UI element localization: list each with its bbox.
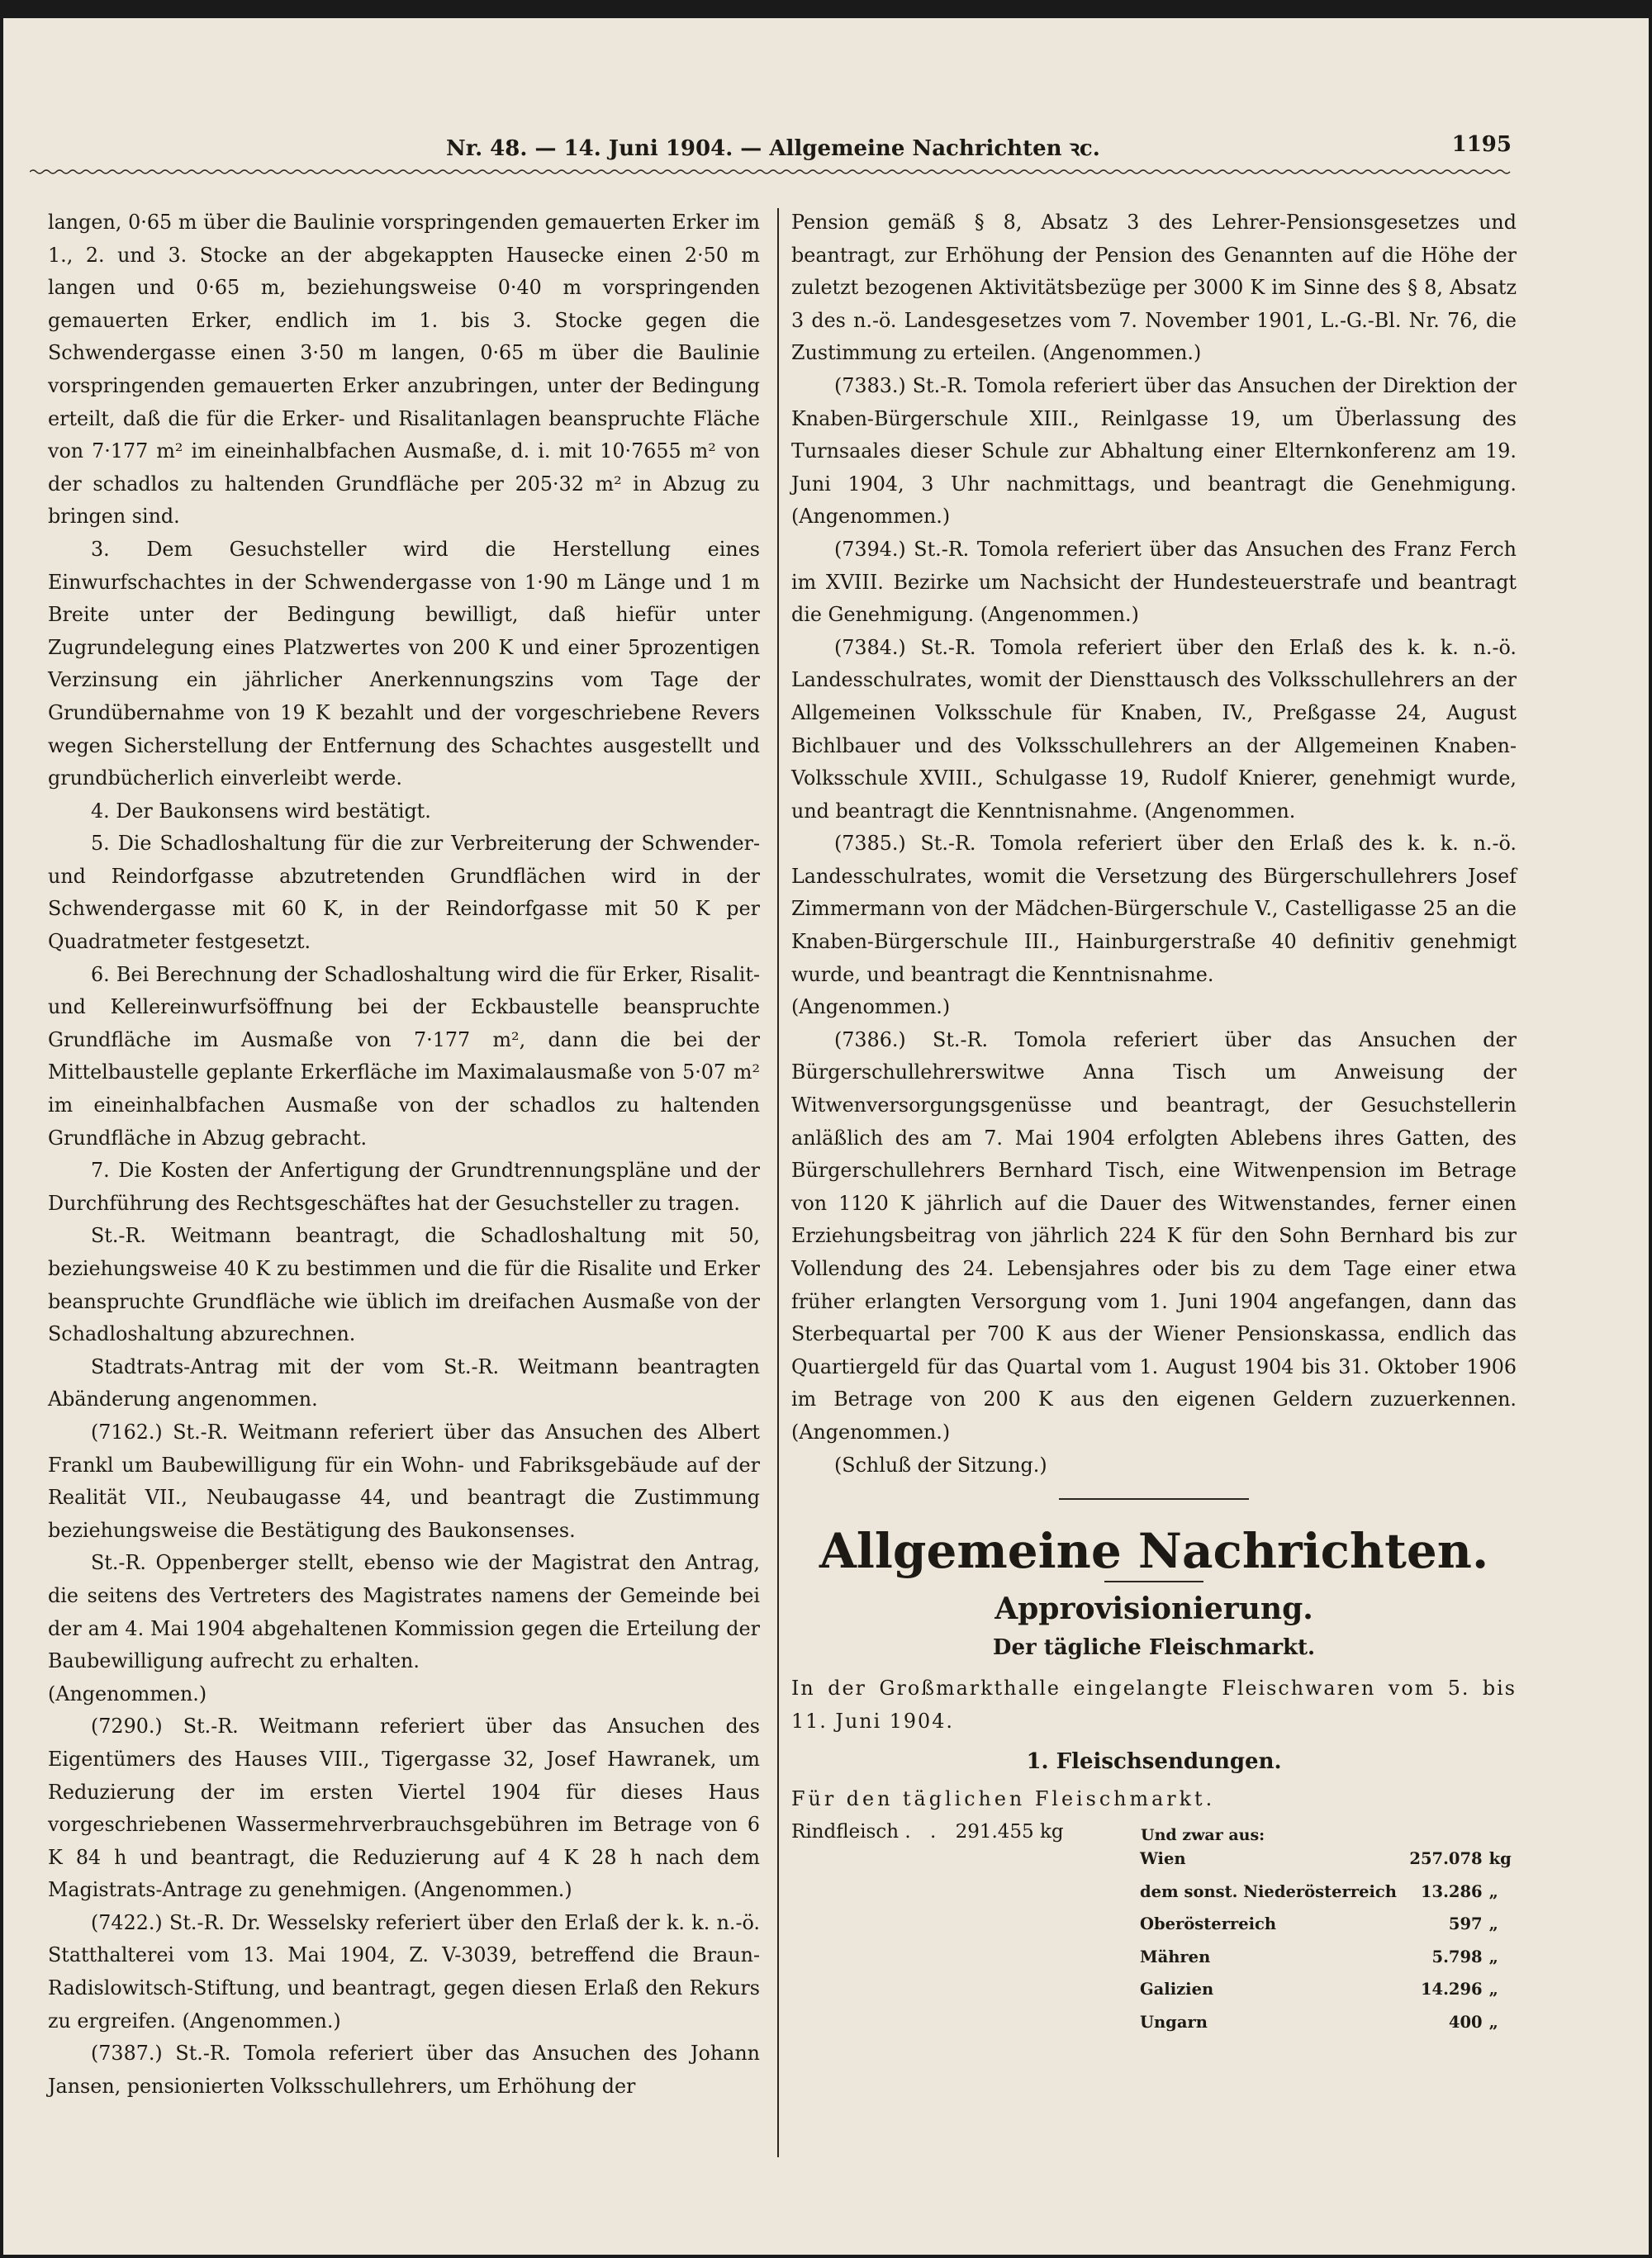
news-title: Allgemeine Nachrichten. bbox=[819, 1523, 1489, 1580]
paragraph: (7394.) St.-R. Tomola referiert über das Ansuchen des Franz Ferch im XVIII. Bezirke um Nachsicht der Hundesteuerstrafe und beantragt die Genehmigung. (Angenommen.) bbox=[791, 537, 1517, 627]
header-wavy-rule bbox=[30, 168, 1513, 175]
origin-label: Und zwar aus: bbox=[1141, 1825, 1265, 1844]
paragraph: (7290.) St.-R. Weitmann referiert über das Ansuchen des Eigentümers des Hauses VIII., Tigergasse 32, Josef Hawranek, um Reduzierung der im ersten Viertel 1904 für dieses Haus vorgeschriebenen Wassermehrverbrauchsgebühren im Betrage von 6 K 84 h und beantragt, die Reduzierung auf 4 K 28 h nach dem Magistrats-Antrage zu genehmigen. (Angenommen.) bbox=[48, 1715, 760, 1902]
origin-value: 597 bbox=[1448, 1914, 1483, 1934]
dot-leader: . . bbox=[904, 1820, 956, 1843]
paragraph: Pension gemäß § 8, Absatz 3 des Lehrer-Pensionsgesetzes und beantragt, zur Erhöhung der Pension des Genannten auf die Höhe der zuletzt bezogenen Aktivitätsbezüge per 3000 K im Sinne des § 8, Absatz 3 des n.-ö. Landesgesetzes vom 7. November 1901, L.-G.-Bl. Nr. 76, die Zustimmung zu erteilen. (Angenommen.) bbox=[791, 211, 1517, 365]
news-subtitle: Approvisionierung. bbox=[995, 1592, 1313, 1627]
paragraph: langen, 0·65 m über die Baulinie vorspringenden gemauerten Erker im 1., 2. und 3. Stocke an der abgekappten Hausecke einen 2·50 m langen und 0·65 m, beziehungsweise 0·40 m vorspringenden gemauerten Erker, endlich im 1. bis 3. Stocke gegen die Schwendergasse einen 3·50 m langen, 0·65 m über die Baulinie vorspringenden gemauerten Erker anzubringen, unter der Bedingung erteilt, daß die für die Erker- und Risalitanlagen beanspruchte Fläche von 7·177 m² im eineinhalbfachen Ausmaße, d. i. mit 10·7655 m² von der schadlos zu haltenden Grundfläche per 205·32 m² in Abzug zu bringen sind. bbox=[48, 211, 760, 529]
paragraph: (7385.) St.-R. Tomola referiert über den Erlaß des k. k. n.-ö. Landesschulrates, womit die Versetzung des Bürgerschullehrers Josef Zimmermann von der Mädchen-Bürgerschule V., Castelligasse 25 an die Knaben-Bürgerschule III., Hainburgerstraße 40 definitiv genehmigt wurde, und beantragt die Kenntnisnahme. bbox=[791, 832, 1517, 986]
page-header bbox=[446, 132, 1512, 172]
daily-heading: Für den täglichen Fleischmarkt. bbox=[791, 1787, 1216, 1811]
origin-unit: „ bbox=[1488, 2012, 1498, 2032]
paragraph: 7. Die Kosten der Anfertigung der Grundtrennungspläne und der Durchführung des Rechtsgeschäftes hat der Gesuchsteller zu tragen. bbox=[48, 1159, 760, 1215]
origin-value: 5.798 bbox=[1431, 1947, 1483, 1966]
origin-value: 257.078 bbox=[1409, 1848, 1483, 1868]
paragraph: (7422.) St.-R. Dr. Wesselsky referiert über den Erlaß der k. k. n.-ö. Statthalterei vom 13. Mai 1904, Z. V-3039, betreffend die Braun-Radislowitsch-Stiftung, und beantragt, gegen diesen Erlaß den Rekurs zu ergreifen. (Angenommen.) bbox=[48, 1910, 760, 2033]
paragraph: (7384.) St.-R. Tomola referiert über den Erlaß des k. k. n.-ö. Landesschulrates, womit der Diensttausch des Volksschullehrers an der Allgemeinen Volksschule für Knaben, IV., Preßgasse 24, August Bichlbauer und des Volksschullehrers an der Allgemeinen Knaben-Volksschule XVIII., Schulgasse 19, Rudolf Knierer, genehmigt wurde, und beantragt die Kenntnisnahme. (Angenommen. bbox=[791, 635, 1517, 823]
origin-unit: „ bbox=[1488, 1980, 1498, 1999]
paragraph: 3. Dem Gesuchsteller wird die Herstellung eines Einwurfschachtes in der Schwendergasse von 1·90 m Länge und 1 m Breite unter der Bedingung bewilligt, daß hiefür unter Zugrundelegung eines Platzwertes von 200 K und einer 5prozentigen Verzinsung ein jährlicher Anerkennungszins vom Tage der Grundübernahme von 19 K bezahlt und der vorgeschriebene Revers wegen Sicherstellung der Entfernung des Schachtes ausgestellt und grundbücherlich einverleibt werde. bbox=[48, 537, 760, 790]
table-row bbox=[1140, 1876, 1517, 1909]
paragraph: (7386.) St.-R. Tomola referiert über das Ansuchen der Bürgerschullehrerswitwe Anna Tisch um Anweisung der Witwenversorgungsgenüsse und beantragt, der Gesuchstellerin anläßlich des am 7. Mai 1904 erfolgten Ablebens ihres Gatten, des Bürgerschullehrers Bernhard Tisch, eine Witwenpension im Betrage von 1120 K jährlich auf die Dauer des Witwenstandes, ferner einen Erziehungsbeitrag von jährlich 224 K für den Sohn Bernhard bis zur Vollendung des 24. Lebensjahres oder bis zu dem Tage einer etwa früher erlangten Versorgung vom 1. Juni 1904 angefangen, dann das Sterbequartal per 700 K aus der Wiener Pensionskassa, endlich das Quartiergeld für das Quartal vom 1. August 1904 bis 31. Oktober 1906 im Betrage von 200 K aus den eigenen Geldern zuzuerkennen. (Angenommen.) bbox=[791, 1027, 1517, 1444]
vote-result: (Angenommen.) bbox=[48, 1682, 207, 1705]
origin-name: Mähren bbox=[1140, 1947, 1211, 1966]
origin-value: 400 bbox=[1448, 2012, 1483, 2032]
paragraph: 4. Der Baukonsens wird bestätigt. bbox=[91, 799, 431, 823]
session-end: (Schluß der Sitzung.) bbox=[834, 1453, 1047, 1477]
beef-total: 291.455 kg bbox=[955, 1820, 1064, 1843]
paragraph: (7387.) St.-R. Tomola referiert über das Ansuchen des Johann Jansen, pensionierten Volksschullehrers, um Erhöhung der bbox=[48, 2042, 760, 2098]
paragraph: (7383.) St.-R. Tomola referiert über das Ansuchen der Direktion der Knaben-Bürgerschule XIII., Reinlgasse 19, um Überlassung des Turnsaales dieser Schule zur Abhaltung einer Elternkonferenz am 19. Juni 1904, 3 Uhr nachmittags, und beantragt die Genehmigung. (Angenommen.) bbox=[791, 373, 1517, 529]
beef-total-row bbox=[791, 1816, 1064, 1849]
paragraph: 6. Bei Berechnung der Schadloshaltung wird die für Erker, Risalit- und Kellereinwurfsöffnung bei der Eckbaustelle beanspruchte Grundfläche im Ausmaße von 7·177 m², dann die bei der Mittelbaustelle geplante Erkerfläche im Maximalausmaße von 5·07 m² im eineinhalbfachen Ausmaße von der schadlos zu haltenden Grundfläche in Abzug gebracht. bbox=[48, 962, 760, 1150]
origin-value: 13.286 bbox=[1420, 1881, 1483, 1901]
title-rule bbox=[1104, 1581, 1203, 1582]
table-row bbox=[1140, 2006, 1517, 2039]
origin-unit: „ bbox=[1488, 1947, 1498, 1966]
origin-unit: „ bbox=[1488, 1881, 1498, 1901]
vote-result: (Angenommen.) bbox=[791, 995, 951, 1019]
origin-name: Galizien bbox=[1140, 1980, 1214, 1999]
column-divider bbox=[777, 208, 779, 2157]
paragraph: (7162.) St.-R. Weitmann referiert über das Ansuchen des Albert Frankl um Baubewilligung für ein Wohn- und Fabriksgebäude auf der Realität VII., Neubaugasse 44, und beantragt die Zustimmung beziehungsweise die Bestätigung des Baukonsenses. bbox=[48, 1420, 760, 1542]
page-number: 1195 bbox=[1451, 132, 1512, 157]
right-column bbox=[791, 206, 1517, 2032]
origin-name: dem sonst. Niederösterreich bbox=[1140, 1881, 1397, 1901]
section-rule bbox=[1059, 1498, 1249, 1500]
table-row bbox=[1140, 1941, 1517, 1974]
origin-value: 14.296 bbox=[1420, 1980, 1483, 1999]
paragraph: 5. Die Schadloshaltung für die zur Verbreiterung der Schwender- und Reindorfgasse abzutretenden Grundflächen wird in der Schwendergasse mit 60 K, in der Reindorfgasse mit 50 K per Quadratmeter festgesetzt. bbox=[48, 832, 760, 954]
left-column bbox=[48, 206, 760, 2103]
table-row bbox=[1140, 1843, 1517, 1876]
paragraph: St.-R. Weitmann beantragt, die Schadloshaltung mit 50, beziehungsweise 40 K zu bestimmen und die für die Risalite und Erker beanspruchte Grundfläche wie üblich im dreifachen Ausmaße von der Schadloshaltung abzurechnen. bbox=[48, 1224, 760, 1346]
origin-unit: „ bbox=[1488, 1914, 1498, 1934]
paragraph: Stadtrats-Antrag mit der vom St.-R. Weitmann beantragten Abänderung angenommen. bbox=[48, 1354, 760, 1411]
origin-name: Wien bbox=[1140, 1848, 1186, 1868]
origin-unit: kg bbox=[1488, 1848, 1512, 1868]
origin-name: Oberösterreich bbox=[1140, 1914, 1277, 1934]
origin-name: Ungarn bbox=[1140, 2012, 1208, 2032]
origin-table bbox=[1140, 1843, 1517, 2039]
table-row bbox=[1140, 1973, 1517, 2006]
news-intro: In der Großmarkthalle eingelangte Fleischwaren vom 5. bis 11. Juni 1904. bbox=[791, 1676, 1517, 1733]
beef-label: Rindfleisch bbox=[791, 1820, 900, 1843]
paragraph: St.-R. Oppenberger stellt, ebenso wie der Magistrat den Antrag, die seitens des Vertreters des Magistrates namens der Gemeinde bei der am 4. Mai 1904 abgehaltenen Kommission gegen die Erteilung der Baubewilligung aufrecht zu erhalten. bbox=[48, 1551, 760, 1673]
table-row bbox=[1140, 1908, 1517, 1941]
news-subsection: Der tägliche Fleischmarkt. bbox=[992, 1635, 1316, 1661]
beef-table bbox=[791, 1816, 1517, 2032]
header-title: Nr. 48. — 14. Juni 1904. — Allgemeine Nachrichten ꝛc. bbox=[446, 136, 1100, 161]
section-heading: 1. Fleischsendungen. bbox=[1026, 1748, 1282, 1774]
